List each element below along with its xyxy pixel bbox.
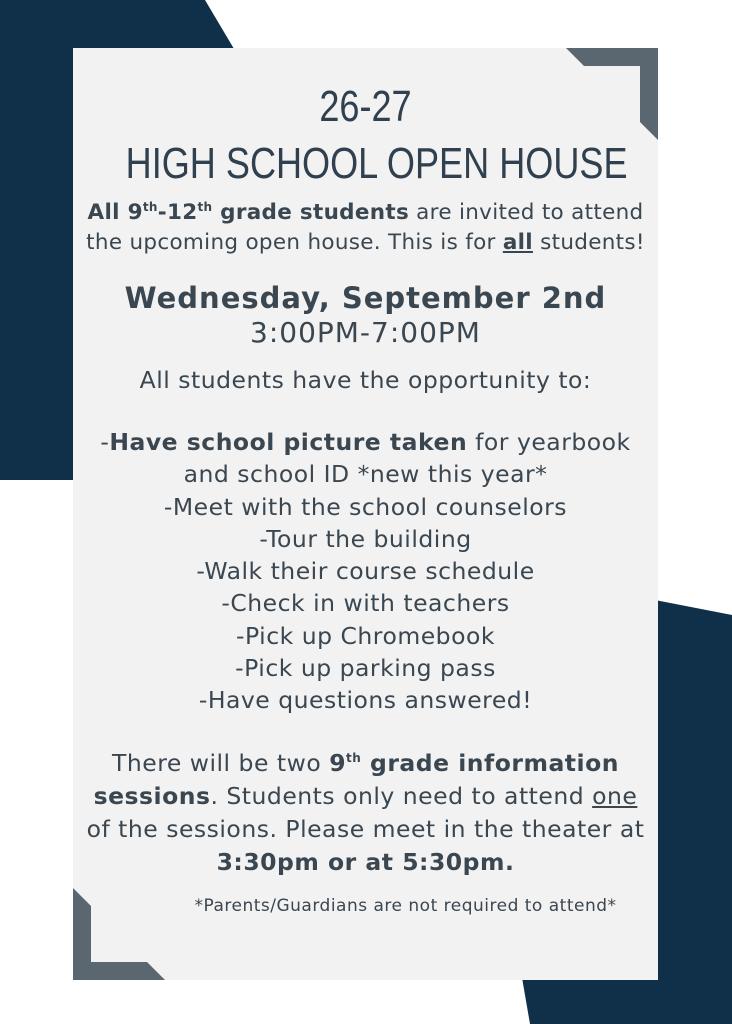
intro-sup-1: th <box>142 199 158 214</box>
intro-text: are invited to attend the upcoming open house. This is for <box>86 200 644 255</box>
list-item: -Walk their course schedule <box>196 557 535 586</box>
intro-all-word: all <box>502 230 533 255</box>
sessions-paragraph <box>73 747 658 879</box>
flyer-content <box>73 48 658 917</box>
event-date: Wednesday, September 2nd <box>124 281 607 315</box>
list-item-rest: for yearbook <box>467 428 631 456</box>
intro-sup-2: th <box>197 199 213 214</box>
sessions-times: 3:30pm or at 5:30pm. <box>216 847 515 876</box>
list-item: -Tour the building <box>259 524 472 553</box>
sessions-sup: th <box>346 750 362 765</box>
list-item: -Have questions answered! <box>198 686 533 715</box>
list-item: -Pick up Chromebook <box>236 621 495 650</box>
sessions-grade: 9 <box>329 748 347 777</box>
sessions-one: one <box>592 781 638 810</box>
list-item-bold: Have school picture taken <box>109 428 468 456</box>
sessions-start: There will be two <box>112 748 330 777</box>
list-item: -Meet with the school counselors <box>163 492 568 521</box>
list-item: -Pick up parking pass <box>235 654 496 683</box>
intro-text-end: students! <box>532 230 645 255</box>
page-title <box>125 78 628 192</box>
activities-list <box>73 426 658 717</box>
event-time: 3:00PM-7:00PM <box>250 316 481 349</box>
intro-grade-range: -12 <box>157 200 198 225</box>
list-item-prefix: - <box>100 428 110 456</box>
title-event: HIGH SCHOOL OPEN HOUSE <box>125 139 628 188</box>
title-year: 26-27 <box>319 82 412 131</box>
list-item <box>73 426 658 458</box>
sessions-bold: grade information sessions <box>93 748 619 810</box>
list-item: and school ID *new this year* <box>183 460 548 489</box>
sessions-mid: . Students only need to attend <box>210 781 593 810</box>
sessions-after: of the sessions. Please meet in the theater at <box>86 814 645 843</box>
opportunity-intro: All students have the opportunity to: <box>139 366 592 394</box>
footnote: *Parents/Guardians are not required to attend* <box>194 895 617 916</box>
list-item: -Check in with teachers <box>221 589 510 618</box>
intro-lead: All 9 <box>87 200 143 225</box>
intro-paragraph <box>73 198 658 258</box>
intro-grade-students: grade students <box>212 200 410 225</box>
